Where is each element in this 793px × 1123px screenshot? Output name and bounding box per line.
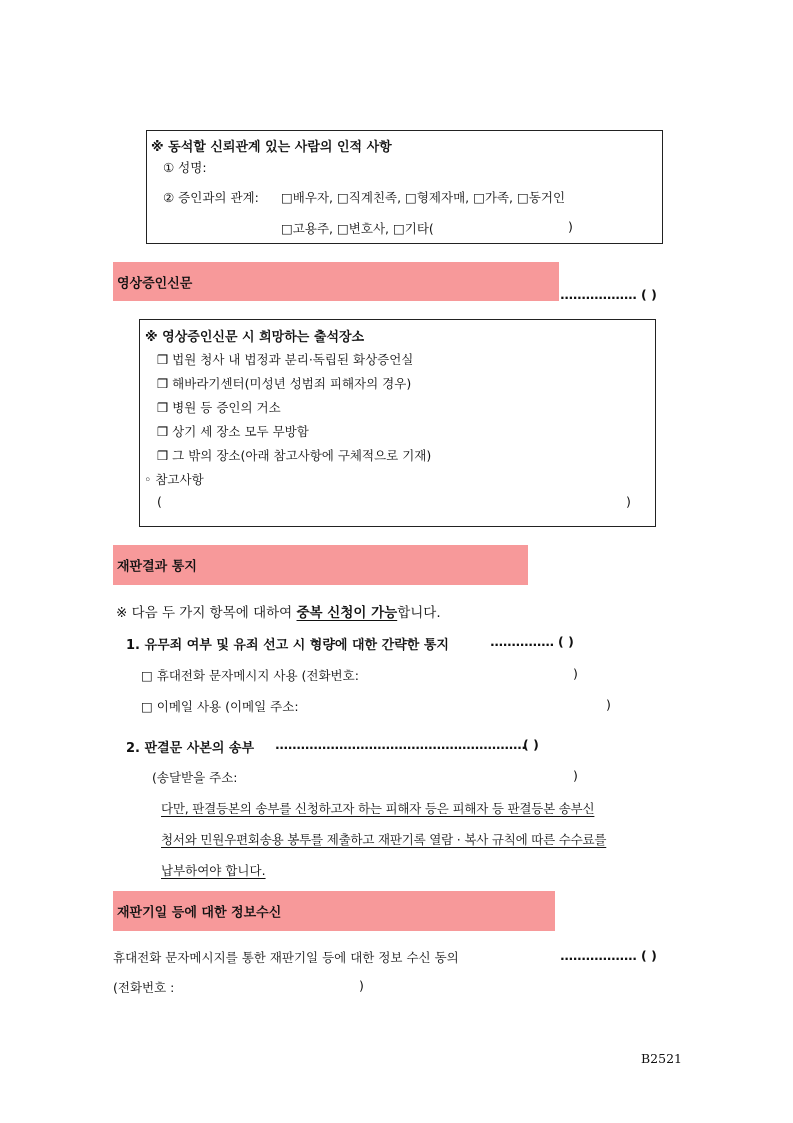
schedule-consent-check[interactable]: ( ) (641, 948, 657, 963)
result-intro-emphasis: 중복 신청이 가능 (296, 605, 398, 621)
schedule-consent-dots: .................. (560, 948, 637, 963)
result-item1-dots: ............... (490, 634, 554, 649)
schedule-section-header (113, 891, 555, 931)
result-intro-suffix: 합니다. (397, 605, 441, 621)
schedule-consent-text: 휴대전화 문자메시지를 통한 재판기일 등에 대한 정보 수신 동의 (113, 950, 459, 965)
result-item2-check[interactable]: ( ) (523, 737, 539, 752)
video-option-sunflower-center[interactable]: ❒ 해바라기센터(미성년 성범죄 피해자의 경우) (157, 376, 412, 391)
video-option-other[interactable]: ❒ 그 밖의 장소(아래 참고사항에 구체적으로 기재) (157, 448, 432, 463)
result-item1-title: 1. 유무죄 여부 및 유죄 선고 시 형량에 대한 간략한 통지 (126, 638, 449, 653)
video-section-title: 영상증인신문 (117, 276, 193, 291)
result-note-line-1: 다만, 판결등본의 송부를 신청하고자 하는 피해자 등은 피해자 등 판결등본 송부신 (161, 801, 595, 816)
result-intro (116, 601, 441, 621)
video-option-court-room[interactable]: ❒ 법원 청사 내 법정과 분리·독립된 화상증언실 (157, 352, 414, 367)
video-note-label: ◦ 참고사항 (144, 472, 204, 487)
page-code: B2521 (641, 1051, 682, 1066)
address-close: ) (573, 768, 578, 783)
sms-option[interactable]: □ 휴대전화 문자메시지 사용 (전화번호: (141, 668, 359, 683)
email-close: ) (606, 697, 611, 712)
schedule-phone-close: ) (359, 978, 364, 993)
video-check-dots: .................. (560, 287, 637, 302)
result-note-line-2: 청서와 민원우편회송용 봉투를 제출하고 재판기록 열람 · 복사 규칙에 따른 수수료를 (161, 832, 607, 847)
email-option[interactable]: □ 이메일 사용 (이메일 주소: (141, 699, 299, 714)
video-check-box[interactable]: ( ) (641, 287, 657, 302)
video-option-residence[interactable]: ❒ 병원 등 증인의 거소 (157, 400, 281, 415)
video-note-open[interactable]: ( (157, 494, 162, 509)
schedule-phone-field[interactable]: (전화번호 : (113, 980, 175, 995)
video-box-title: ※ 영상증인신문 시 희망하는 출석장소 (145, 330, 365, 345)
result-item2-title: 2. 판결문 사본의 송부 (126, 741, 255, 756)
video-section-header (113, 262, 559, 301)
companion-relation-options-row2[interactable]: □고용주, □변호사, □기타( (281, 221, 434, 236)
result-item2-dots: ........................................................... (275, 737, 526, 752)
video-note-close: ) (626, 494, 631, 509)
result-section-title: 재판결과 통지 (117, 559, 197, 575)
result-intro-prefix: ※ 다음 두 가지 항목에 대하여 (116, 605, 297, 621)
companion-name-field[interactable]: ① 성명: (163, 160, 207, 175)
schedule-section-title: 재판기일 등에 대한 정보수신 (117, 905, 282, 921)
companion-relation-label: ② 증인과의 관계: (163, 190, 259, 205)
result-section-header (113, 545, 528, 585)
companion-relation-options-row1[interactable]: □배우자, □직계친족, □형제자매, □가족, □동거인 (281, 190, 566, 205)
address-field[interactable]: (송달받을 주소: (152, 770, 238, 785)
sms-close: ) (573, 666, 578, 681)
companion-relation-close: ) (568, 219, 573, 234)
video-option-any[interactable]: ❒ 상기 세 장소 모두 무방함 (157, 424, 309, 439)
result-note-line-3: 납부하여야 합니다. (161, 863, 266, 878)
result-item1-check[interactable]: ( ) (558, 634, 574, 649)
companion-box-title: ※ 동석할 신뢰관계 있는 사람의 인적 사항 (151, 140, 392, 155)
